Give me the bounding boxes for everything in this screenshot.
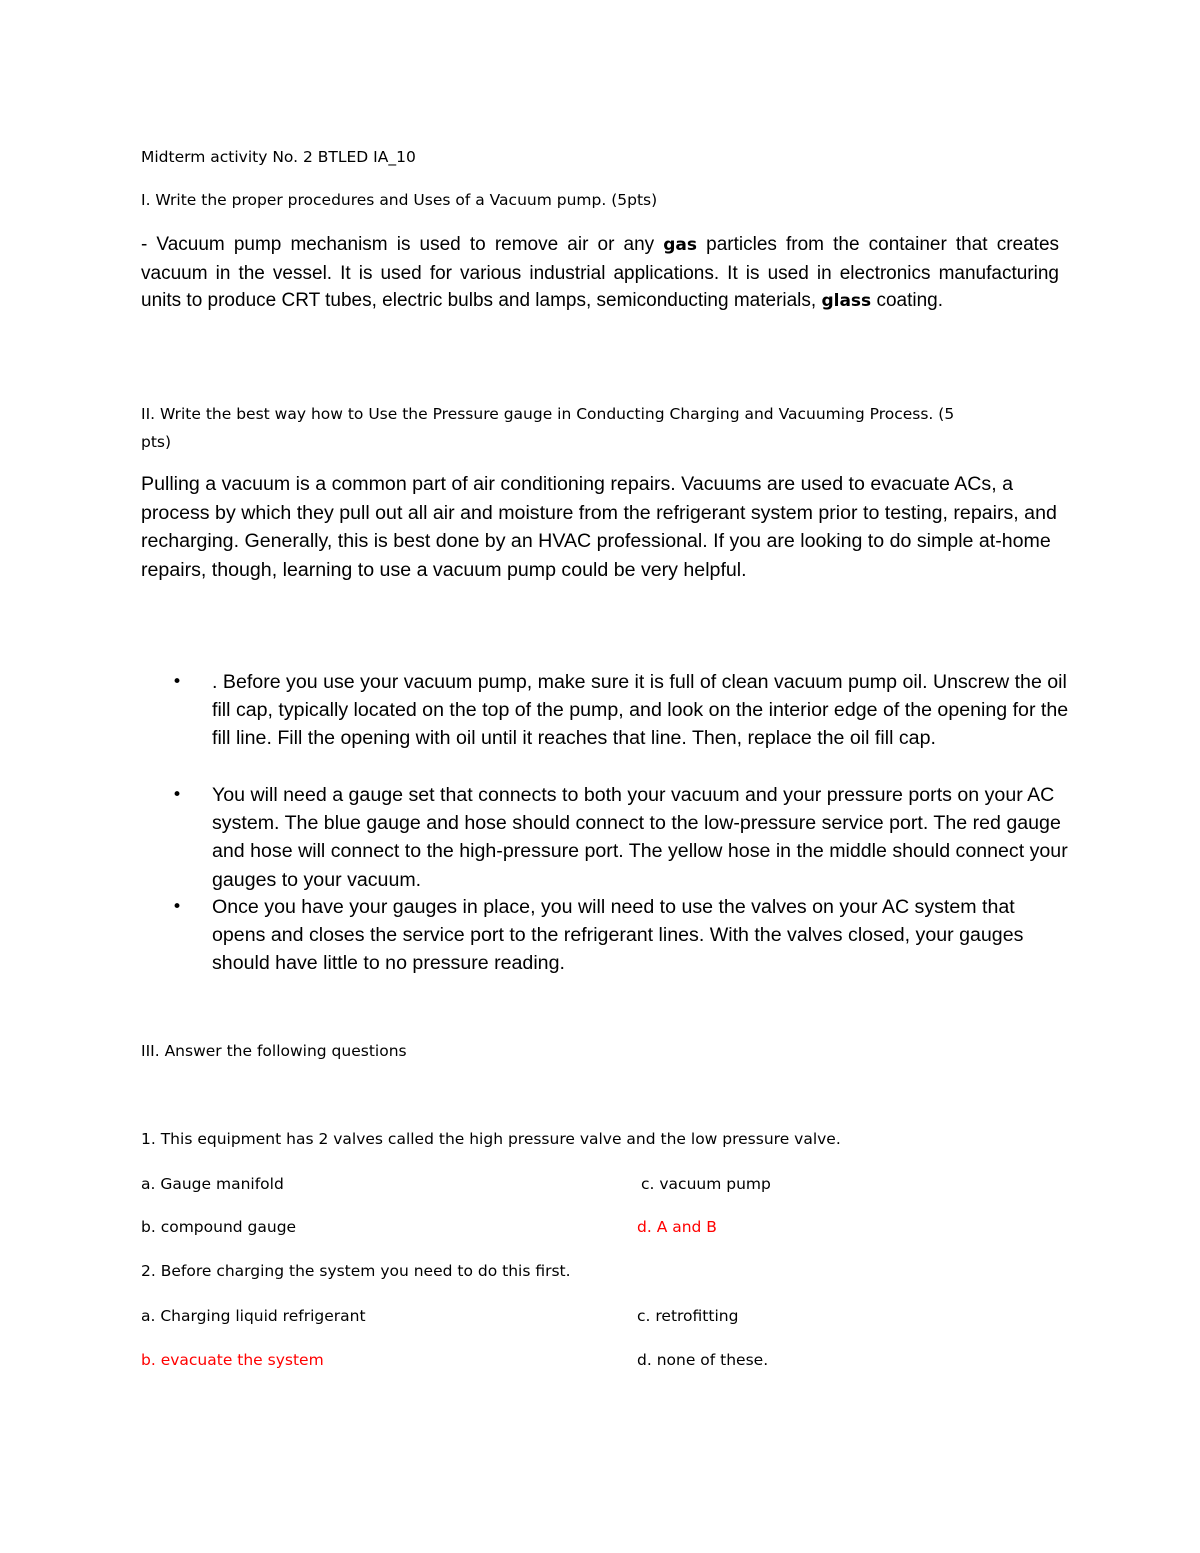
question-2-option-b-answer: b. evacuate the system xyxy=(141,1351,324,1369)
section-3-heading: III. Answer the following questions xyxy=(141,1042,407,1060)
question-2-text: 2. Before charging the system you need to do this first. xyxy=(141,1262,571,1280)
section-1-heading: I. Write the proper procedures and Uses of a Vacuum pump. (5pts) xyxy=(141,191,658,209)
section-1-text-b: particles from the container that creates vacuum in the vessel. It is used for various industrial applications. It is used in electronics manufacturing units to produce CRT tubes, electric bulbs and lamps, semiconducting materials, xyxy=(141,234,1060,311)
bullet-icon: • xyxy=(172,897,183,917)
bullet-icon: • xyxy=(172,785,183,805)
section-1-bold-gas: gas xyxy=(663,235,698,255)
section-1-bold-glass: glass xyxy=(821,291,872,311)
section-1-text-a: - Vacuum pump mechanism is used to remove air or any xyxy=(141,234,664,255)
section-1-answer xyxy=(141,231,1059,316)
bullet-item-2: You will need a gauge set that connects to both your vacuum and your pressure ports on your AC system. The blue gauge and hose should connect to the low-pressure service port. The red gauge and hose will connect to the high-pressure port. The yellow hose in the middle should connect your gauges to your vacuum. xyxy=(212,784,1068,891)
question-1-text: 1. This equipment has 2 valves called the high pressure valve and the low pressure valve. xyxy=(141,1130,841,1148)
bullet-item-1: . Before you use your vacuum pump, make sure it is full of clean vacuum pump oil. Unscrew the oil fill cap, typically located on the top of the pump, and look on the interior edge of the opening for the fill line. Fill the opening with oil until it reaches that line. Then, replace the oil fill cap. xyxy=(212,671,1069,750)
section-2-heading-line-1: II. Write the best way how to Use the Pressure gauge in Conducting Charging and Vacuuming Process. (5 xyxy=(141,405,955,423)
question-1-option-b: b. compound gauge xyxy=(141,1218,297,1236)
question-2-option-a: a. Charging liquid refrigerant xyxy=(141,1307,366,1325)
question-1-option-d-answer: d. A and B xyxy=(637,1218,717,1236)
question-1-option-c: c. vacuum pump xyxy=(641,1175,771,1193)
document-title: Midterm activity No. 2 BTLED IA_10 xyxy=(141,148,416,166)
question-2-option-c: c. retrofitting xyxy=(637,1307,739,1325)
question-2-option-d: d. none of these. xyxy=(637,1351,769,1369)
section-2-paragraph: Pulling a vacuum is a common part of air conditioning repairs. Vacuums are used to evacuate ACs, a process by which they pull out all air and moisture from the refrigerant system prior to testing, repairs, and recharging. Generally, this is best done by an HVAC professional. If you are looking to do simple at-home repairs, though, learning to use a vacuum pump could be very helpful. xyxy=(141,473,1057,581)
bullet-item-3: Once you have your gauges in place, you will need to use the valves on your AC system that opens and closes the service port to the refrigerant lines. With the valves closed, your gauges should have little to no pressure reading. xyxy=(212,896,1024,975)
question-1-option-a: a. Gauge manifold xyxy=(141,1175,284,1193)
bullet-icon: • xyxy=(172,672,183,692)
section-2-heading-line-2: pts) xyxy=(141,433,172,451)
section-1-text-c: coating. xyxy=(871,290,944,311)
